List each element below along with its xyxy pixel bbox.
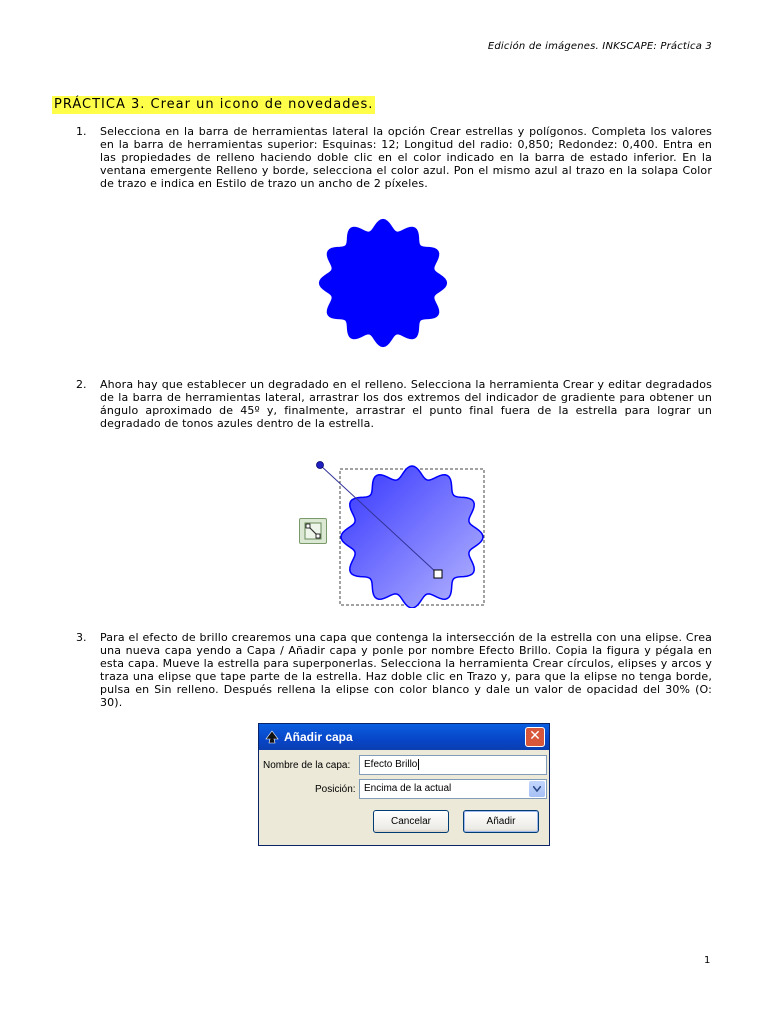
practice-title: PRÁCTICA 3. Crear un icono de novedades. bbox=[54, 97, 374, 112]
position-select[interactable] bbox=[359, 779, 547, 799]
step-text: Selecciona en la barra de herramientas lateral la opción Crear estrellas y polígonos. Completa los valores en la barra de herramientas superior: Esquinas: 12; Longitud del radio: 0,850; Redondez: 0,400. Entra en las propiedades de relleno haciendo doble clic en el color indicado en la barra de estado inferior. En la ventana emergente Relleno y borde, selecciona el color azul. Pon el mismo azul al trazo en la solapa Color de trazo e indica en Estilo de trazo un ancho de 2 píxeles. bbox=[100, 125, 712, 190]
page-number: 1 bbox=[704, 955, 711, 966]
gradient-star-shape bbox=[341, 466, 483, 608]
dropdown-button[interactable] bbox=[529, 781, 545, 797]
dialog-title: Añadir capa bbox=[284, 730, 353, 744]
step-2 bbox=[76, 378, 712, 430]
page-header: Edición de imágenes. INKSCAPE: Práctica 3 bbox=[487, 41, 712, 52]
step-text: Para el efecto de brillo crearemos una capa que contenga la intersección de la estrella con una elipse. Crea una nueva capa yendo a Capa / Añadir capa y ponle por nombre Efecto Brillo. Copia la figura y pégala en esta capa. Mueve la estrella para superponerlas. Selecciona la herramienta Crear círculos, elipses y arcos y traza una elipse que tape parte de la estrella. Haz doble clic en Trazo y, para que la elipse no tenga borde, pulsa en Sin relleno. Después rellena la elipse con color blanco y dale un valor de opacidad del 30% (O: 30). bbox=[100, 631, 712, 709]
add-layer-dialog bbox=[258, 723, 550, 846]
add-button[interactable]: Añadir bbox=[463, 810, 539, 833]
chevron-down-icon bbox=[533, 786, 541, 792]
cancel-button[interactable]: Cancelar bbox=[373, 810, 449, 833]
step-1 bbox=[76, 125, 712, 190]
step-3 bbox=[76, 631, 712, 709]
dialog-titlebar[interactable] bbox=[259, 724, 549, 750]
step-number: 1. bbox=[76, 125, 87, 138]
rounded-star-shape bbox=[320, 220, 446, 346]
close-button[interactable] bbox=[525, 727, 545, 747]
gradient-end-handle bbox=[434, 570, 442, 578]
step-number: 3. bbox=[76, 631, 87, 644]
layer-name-input[interactable] bbox=[359, 755, 547, 775]
step-number: 2. bbox=[76, 378, 87, 391]
layer-name-value: Efecto Brillo bbox=[364, 759, 418, 770]
position-selected-value: Encima de la actual bbox=[364, 783, 452, 794]
blue-star-figure bbox=[318, 211, 448, 355]
position-label: Posición: bbox=[315, 784, 356, 795]
gradient-start-handle bbox=[317, 462, 324, 469]
layer-name-label: Nombre de la capa: bbox=[263, 760, 351, 771]
step-text: Ahora hay que establecer un degradado en el relleno. Selecciona la herramienta Crear y editar degradados de la barra de herramientas lateral, arrastrar los dos extremos del indicador de gradiente para obtener un ángulo aproximado de 45º y, finalmente, arrastrar el punto final fuera de la estrella para lograr un degradado de tonos azules dentro de la estrella. bbox=[100, 378, 712, 430]
close-icon: ✕ bbox=[529, 728, 541, 744]
gradient-star-figure bbox=[298, 458, 488, 608]
inkscape-logo-icon bbox=[265, 730, 279, 744]
